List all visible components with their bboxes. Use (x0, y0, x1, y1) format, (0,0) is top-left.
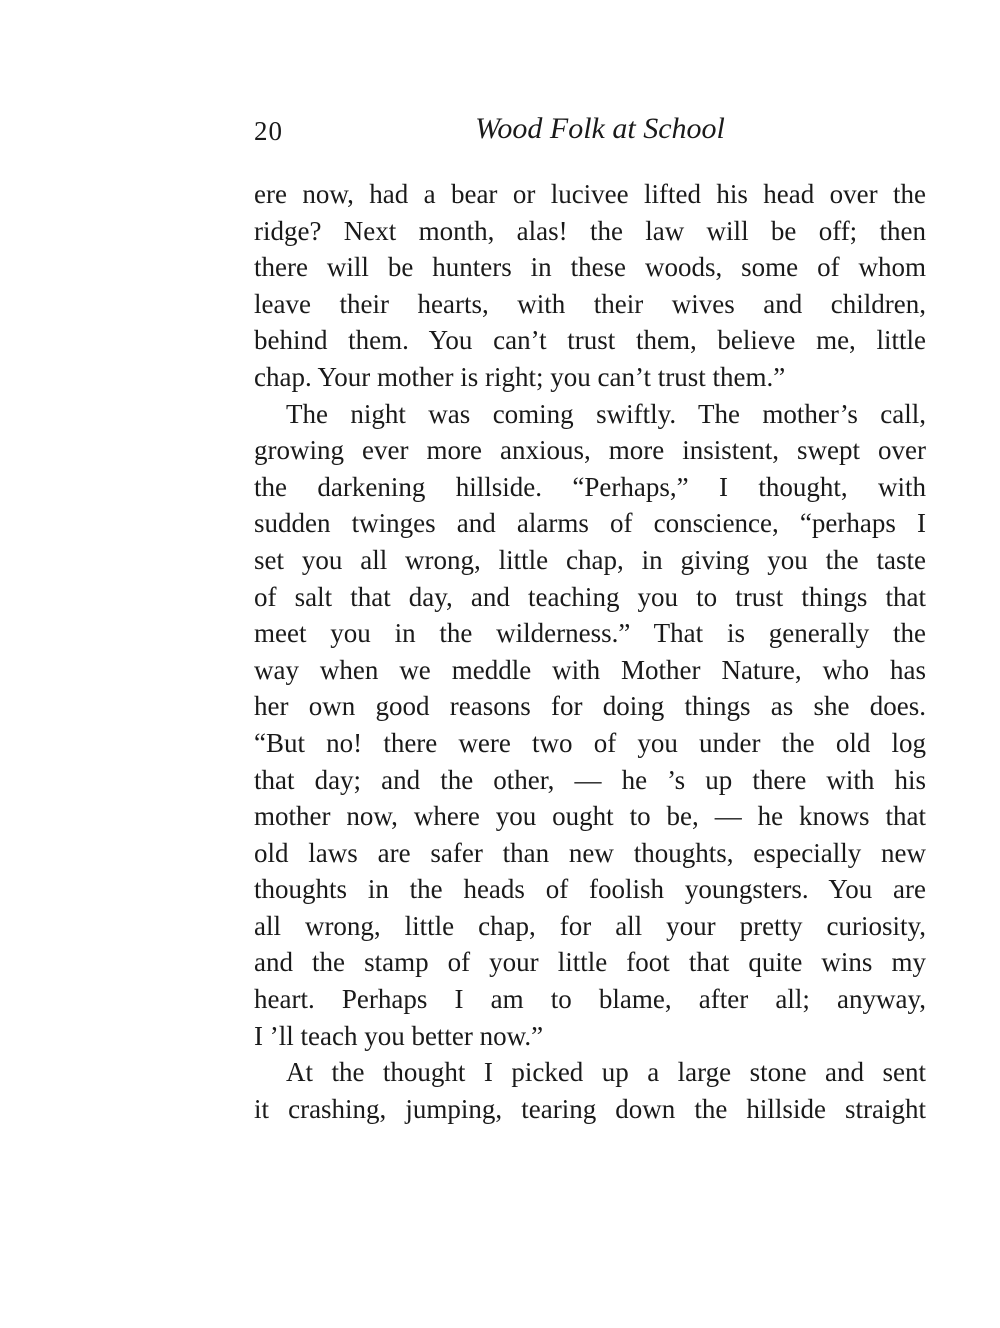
text-line: I ’ll teach you better now.” (254, 1020, 544, 1051)
text-line: growing ever more anxious, more insistent, swept over (254, 435, 926, 466)
text-line: heart. Perhaps I am to blame, after all; anyway, (254, 984, 926, 1015)
paragraph-1 (254, 176, 926, 396)
text-line: that day; and the other, — he ’s up there with his (254, 764, 926, 795)
text-line: old laws are safer than new thoughts, especially new (254, 837, 926, 868)
text-line: ridge? Next month, alas! the law will be off; then (254, 215, 926, 246)
text-line: mother now, where you ought to be, — he knows that (254, 801, 926, 832)
text-line: the darkening hillside. “Perhaps,” I thought, with (254, 471, 926, 502)
paragraph-3 (254, 1054, 926, 1127)
text-line: thoughts in the heads of foolish youngsters. You are (254, 874, 926, 905)
text-line: The night was coming swiftly. The mother’s call, (286, 398, 926, 429)
text-line: it crashing, jumping, tearing down the hillside straight (254, 1093, 926, 1124)
page-number: 20 (254, 116, 283, 146)
text-line: meet you in the wilderness.” That is generally the (254, 618, 926, 649)
paragraph-2 (254, 396, 926, 1055)
text-line: way when we meddle with Mother Nature, who has (254, 654, 926, 685)
text-line: ere now, had a bear or lucivee lifted his head over the (254, 179, 926, 209)
running-title: Wood Folk at School (475, 112, 725, 145)
text-line: and the stamp of your little foot that quite wins my (254, 947, 926, 978)
text-line: sudden twinges and alarms of conscience, “perhaps I (254, 508, 926, 539)
text-line: her own good reasons for doing things as she does. (254, 691, 926, 722)
running-head (254, 112, 926, 152)
text-line: of salt that day, and teaching you to trust things that (254, 581, 926, 612)
text-line: behind them. You can’t trust them, believe me, little (254, 325, 926, 356)
text-line: “But no! there were two of you under the old log (254, 727, 926, 758)
text-line: all wrong, little chap, for all your pretty curiosity, (254, 910, 926, 941)
text-line: chap. Your mother is right; you can’t trust them.” (254, 361, 786, 392)
text-line: leave their hearts, with their wives and children, (254, 288, 926, 319)
text-line: set you all wrong, little chap, in giving you the taste (254, 544, 926, 575)
text-line: At the thought I picked up a large stone and sent (286, 1057, 926, 1088)
text-line: there will be hunters in these woods, some of whom (254, 252, 926, 283)
body-text (254, 176, 926, 1127)
